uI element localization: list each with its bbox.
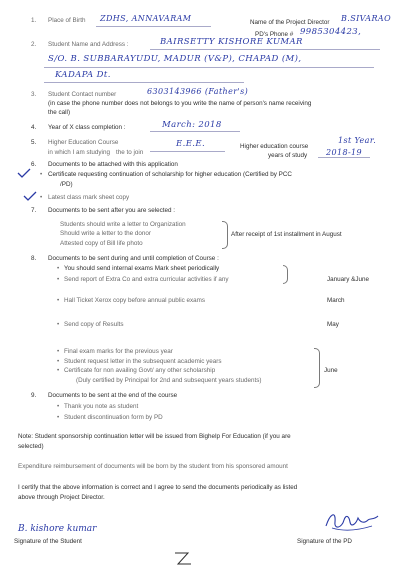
place-value: ZDHS, ANNAVARAM <box>100 14 192 23</box>
docs-attach-heading: Documents to be attached with this application <box>48 161 178 168</box>
docs-during-right-2: March <box>327 297 345 304</box>
years-value-1: 1st Year. <box>338 136 377 145</box>
docs-after-item-3: Attested copy of Bill life photo <box>60 240 143 247</box>
docs-attach-item-2: Latest class mark sheet copy <box>48 194 130 201</box>
bullet-8b: • <box>57 276 60 283</box>
higher-label-2: in which I am studying <box>48 149 110 156</box>
docs-after-item-1: Students should write a letter to Organization <box>60 221 186 228</box>
docs-during-right-3: May <box>327 321 339 328</box>
num-8: 8. <box>31 255 37 262</box>
num-2: 2. <box>31 41 37 48</box>
docs-attach-item-1: Certificate requesting continuation of scholarship for higher education (Certified by PCC <box>48 171 292 178</box>
docs-during-item-2: Send report of Extra Co and extra curricular activities if any <box>64 276 229 283</box>
docs-during-item-6: Student request letter in the subsequent academic years <box>64 358 222 365</box>
student-name-value: BAIRSETTY KISHORE KUMAR <box>160 37 303 47</box>
years-value-2: 2018-19 <box>326 148 363 157</box>
bullet-9a: • <box>57 403 60 410</box>
pd-signature-icon <box>322 508 382 534</box>
pd-signature-label: Signature of the PD <box>297 538 352 545</box>
address-label: Student Name and Address : <box>48 41 129 48</box>
num-1: 1. <box>31 17 37 24</box>
pd-phone-label: PD's Phone # <box>255 31 294 38</box>
address-line3: KADAPA Dt. <box>55 70 111 80</box>
checkmark-icon <box>23 191 37 201</box>
certify-line-2: above through Project Director. <box>18 494 105 501</box>
note-1a: Note: Student sponsorship continuation letter will be issued from Bighelp For Education (if you are <box>18 433 291 440</box>
contact-note-1: (in case the phone number does not belongs to you write the name of person's name receiving <box>48 100 312 107</box>
director-value: B.SIVARAO <box>341 14 392 23</box>
address-line2: S/O. B. SUBBARAYUDU, MADUR (V&P), CHAPAD (M), <box>48 54 302 64</box>
student-signature: B. kishore kumar <box>18 524 97 534</box>
num-3: 3. <box>31 91 37 98</box>
num-4: 4. <box>31 124 37 131</box>
higher-label-2b: the to join <box>116 149 144 156</box>
bullet-9b: • <box>57 414 60 421</box>
student-signature-label: Signature of the Student <box>14 538 82 545</box>
docs-end-heading: Documents to be sent at the end of the course <box>48 392 178 399</box>
docs-during-heading: Documents to be sent during and until completion of Course : <box>48 255 219 262</box>
contact-note-2: the call) <box>48 109 71 116</box>
num-7: 7. <box>31 207 37 214</box>
contact-value: 6303143966 (Father's) <box>147 87 249 96</box>
docs-during-item-4: Send copy of Results <box>64 321 124 328</box>
certify-line-1: I certify that the above information is correct and I agree to send the documents periodically as listed <box>18 484 298 491</box>
course-value: E.E.E. <box>176 139 206 149</box>
note-1b: selected) <box>18 443 44 450</box>
docs-during-item-7b: (Duly certified by Principal for 2nd and subsequent years students) <box>76 377 262 384</box>
contact-label: Student Contact number <box>48 91 117 98</box>
docs-during-item-1: You should send internal exams Mark sheet periodically <box>64 265 220 272</box>
docs-end-item-2: Student discontinuation form by PD <box>64 414 163 421</box>
bullet-8f: • <box>57 358 60 365</box>
docs-attach-item-1b: /PD) <box>60 181 73 188</box>
director-label: Name of the Project Director <box>250 19 330 26</box>
xclass-label: Year of X class completion : <box>48 124 126 131</box>
bullet-8d: • <box>57 321 60 328</box>
docs-during-item-3: Hall Ticket Xerox copy before annual public exams <box>64 297 206 304</box>
docs-during-right-1: January &June <box>327 276 370 283</box>
bullet-8c: • <box>57 297 60 304</box>
years-label-1: Higher education course <box>240 143 309 150</box>
docs-during-item-7: Certificate for non availing Govt/ any other scholarship <box>64 367 216 374</box>
note-2: Expenditure reimbursement of documents will be born by the student from his sponsored amount <box>18 463 288 470</box>
bullet-8g: • <box>57 367 60 374</box>
bullet-8a: • <box>57 265 60 272</box>
docs-after-heading: Documents to be sent after you are selected : <box>48 207 176 214</box>
place-label: Place of Birth <box>48 17 86 24</box>
bullet-6a: • <box>40 171 43 178</box>
docs-after-brace-text: After receipt of 1st installment in August <box>231 231 342 238</box>
docs-end-item-1: Thank you note as student <box>64 403 139 410</box>
bullet-8e: • <box>57 348 60 355</box>
years-label-2: years of study <box>268 152 308 159</box>
scribble-mark-icon <box>172 551 194 567</box>
pd-phone-value: 9985304423, <box>300 27 362 37</box>
num-9: 9. <box>31 392 37 399</box>
docs-during-right-4: June <box>324 367 338 374</box>
bullet-6b: • <box>40 194 43 201</box>
checkmark-icon <box>17 168 31 178</box>
docs-after-item-2: Should write a letter to the donor <box>60 230 152 237</box>
num-6: 6. <box>31 161 37 168</box>
higher-label-1: Higher Education Course <box>48 139 119 146</box>
xclass-value: March: 2018 <box>162 120 222 130</box>
num-5: 5. <box>31 139 37 146</box>
docs-during-item-5: Final exam marks for the previous year <box>64 348 173 355</box>
